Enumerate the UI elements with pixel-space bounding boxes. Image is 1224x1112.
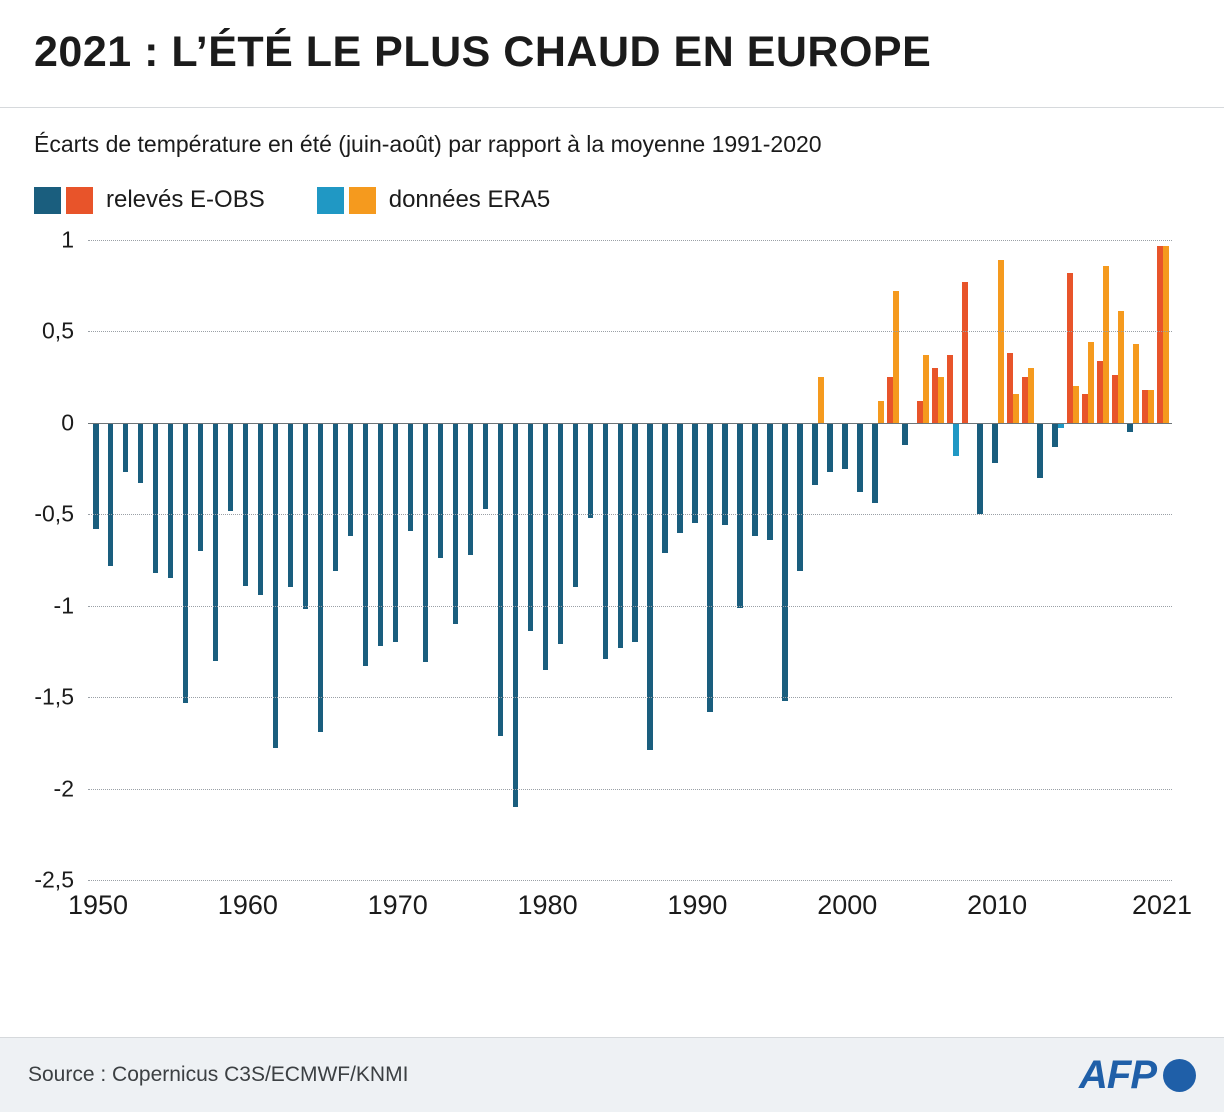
bar	[782, 423, 788, 701]
bar	[917, 401, 923, 423]
bar	[543, 423, 549, 670]
y-axis-tick-label: -1	[53, 592, 74, 619]
y-axis-tick-label: 0	[61, 409, 74, 436]
gridline	[88, 514, 1172, 515]
bar	[558, 423, 564, 644]
x-axis-tick-label: 1990	[667, 890, 728, 921]
y-axis-tick-label: -2	[53, 775, 74, 802]
bar	[303, 423, 309, 610]
bar	[878, 401, 884, 423]
chart-container	[0, 226, 1224, 1037]
bar	[318, 423, 324, 732]
bar	[1082, 394, 1088, 423]
afp-wordmark: AFP	[1079, 1052, 1156, 1097]
gridline	[88, 240, 1172, 241]
bar	[677, 423, 683, 533]
bar	[998, 260, 1004, 423]
gridline	[88, 697, 1172, 698]
bar	[153, 423, 159, 573]
y-axis-tick-label: 0,5	[42, 317, 74, 344]
bar	[213, 423, 219, 661]
bar	[393, 423, 399, 642]
bar	[363, 423, 369, 666]
afp-logo	[1079, 1053, 1196, 1098]
gridline	[88, 606, 1172, 607]
bar	[812, 423, 818, 485]
legend-label-eobs: relevés E-OBS	[106, 186, 265, 214]
bar	[857, 423, 863, 492]
bar	[827, 423, 833, 472]
bar	[752, 423, 758, 536]
legend-swatch-era5-negative	[317, 187, 344, 214]
bar	[842, 423, 848, 469]
gridline	[88, 331, 1172, 332]
chart-subtitle: Écarts de température en été (juin-août) par rapport à la moyenne 1991-2020	[34, 131, 822, 158]
bar	[1088, 342, 1094, 422]
bar	[953, 423, 959, 456]
bar	[962, 282, 968, 423]
bar	[108, 423, 114, 566]
bar	[1097, 361, 1103, 423]
bar	[228, 423, 234, 511]
bar	[348, 423, 354, 536]
bar	[528, 423, 534, 631]
bar	[438, 423, 444, 558]
x-axis-tick-label: 1980	[517, 890, 578, 921]
bar	[872, 423, 878, 503]
bar	[468, 423, 474, 555]
bar	[692, 423, 698, 524]
bar	[483, 423, 489, 509]
bar	[722, 423, 728, 525]
bar	[123, 423, 129, 472]
plot-area	[34, 226, 1172, 893]
bar	[818, 377, 824, 423]
bar	[273, 423, 279, 748]
bar	[573, 423, 579, 588]
x-axis-tick-label: 2010	[967, 890, 1028, 921]
bar	[423, 423, 429, 663]
bar	[513, 423, 519, 807]
bar	[632, 423, 638, 642]
bar	[1073, 386, 1079, 423]
bar	[1067, 273, 1073, 423]
source-note: Source : Copernicus C3S/ECMWF/KNMI	[28, 1063, 409, 1086]
bar	[1118, 311, 1124, 423]
bar	[977, 423, 983, 514]
x-axis-tick-label: 1950	[67, 890, 129, 921]
legend-swatches-eobs	[34, 187, 93, 214]
bar	[258, 423, 264, 595]
legend-item-era5	[317, 186, 550, 214]
bar	[378, 423, 384, 646]
bar	[947, 355, 953, 423]
legend-swatch-eobs-negative	[34, 187, 61, 214]
bar	[198, 423, 204, 551]
bar	[1148, 390, 1154, 423]
bar	[797, 423, 803, 571]
bar	[887, 377, 893, 423]
header	[0, 0, 1224, 89]
x-axis-tick-label: 1960	[217, 890, 278, 921]
x-axis-tick-label: 1970	[367, 890, 428, 921]
y-axis-tick-label: -2,5	[34, 866, 74, 893]
bar	[453, 423, 459, 624]
bar	[588, 423, 594, 518]
bar	[893, 291, 899, 423]
bar	[603, 423, 609, 659]
bar	[932, 368, 938, 423]
bar	[1022, 377, 1028, 423]
bar	[992, 423, 998, 463]
bar	[1127, 423, 1133, 432]
bar	[938, 377, 944, 423]
bar	[333, 423, 339, 571]
bar	[1163, 246, 1169, 423]
bar	[1157, 246, 1163, 423]
bar	[168, 423, 174, 578]
bar	[662, 423, 668, 553]
bar-group	[88, 240, 1172, 880]
page-title: 2021 : L’ÉTÉ LE PLUS CHAUD EN EUROPE	[34, 28, 932, 76]
bar	[1007, 353, 1013, 422]
bar	[1142, 390, 1148, 423]
bar	[707, 423, 713, 712]
bar	[1028, 368, 1034, 423]
legend-item-eobs	[34, 186, 265, 214]
footer	[0, 1037, 1224, 1112]
bar	[902, 423, 908, 445]
legend-label-era5: données ERA5	[388, 186, 551, 214]
legend-swatches-era5	[317, 187, 376, 214]
bar	[1103, 266, 1109, 423]
bar	[767, 423, 773, 540]
legend-swatch-era5-positive	[349, 187, 376, 214]
x-axis-tick-label: 2000	[817, 890, 878, 921]
bar	[243, 423, 249, 586]
bar	[1037, 423, 1043, 478]
x-axis	[67, 880, 1193, 932]
legend-swatch-eobs-positive	[66, 187, 93, 214]
bar	[183, 423, 189, 703]
bar	[923, 355, 929, 423]
bar	[1112, 375, 1118, 423]
bar	[138, 423, 144, 483]
bar	[1052, 423, 1058, 447]
x-axis-tick-label: 2021	[1131, 890, 1193, 921]
y-axis-tick-label: -1,5	[34, 683, 74, 710]
chart-legend	[0, 160, 1224, 214]
bar	[618, 423, 624, 648]
y-axis-tick-label: 1	[61, 226, 74, 253]
bar	[288, 423, 294, 588]
bar	[1013, 394, 1019, 423]
bar	[498, 423, 504, 736]
bar	[1133, 344, 1139, 423]
gridline	[88, 789, 1172, 790]
gridline	[88, 423, 1172, 424]
afp-dot-icon	[1163, 1059, 1196, 1092]
y-axis-tick-label: -0,5	[34, 500, 74, 527]
bar	[647, 423, 653, 750]
bar	[93, 423, 99, 529]
